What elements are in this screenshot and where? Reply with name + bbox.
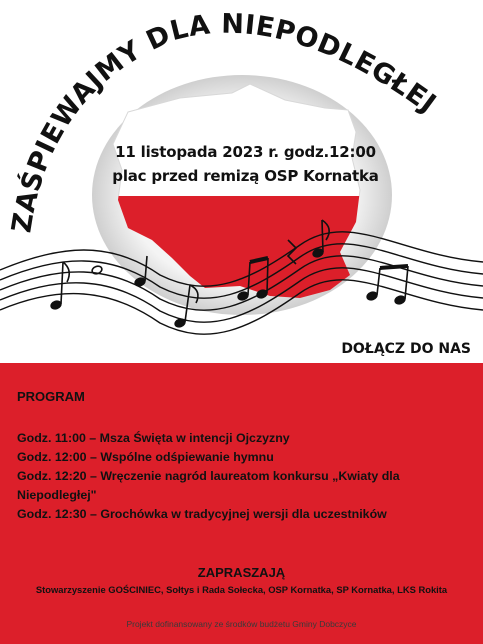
music-note-icon (174, 318, 186, 328)
program-title: PROGRAM (17, 389, 85, 404)
funding-note: Projekt dofinansowany ze środków budżetu Gminy Dobczyce (126, 619, 357, 629)
music-note-icon (394, 295, 406, 305)
event-date-time: 11 listopada 2023 r. godz.12:00 (115, 143, 376, 161)
organizers-list: Stowarzyszenie GOŚCINIEC, Sołtys i Rada Sołecka, OSP Kornatka, SP Kornatka, LKS Rokita (35, 584, 448, 595)
headline-text: ZAŚPIEWAJMY DLA NIEPODLEGŁEJ (6, 8, 442, 235)
join-us-label: DOŁĄCZ DO NAS (341, 341, 471, 357)
program-item: Godz. 12:30 – Grochówka w tradycyjnej wersji dla uczestników (17, 507, 387, 521)
music-note-icon (366, 291, 378, 301)
invite-title: ZAPRASZAJĄ (197, 565, 286, 580)
program-list (17, 429, 477, 524)
music-note-icon (50, 300, 62, 310)
event-place: plac przed remizą OSP Kornatka (112, 167, 379, 185)
program-item: Godz. 12:20 – Wręczenie nagród laureatom konkursu „Kwiaty dla Niepodległej" (17, 469, 400, 502)
program-item: Godz. 11:00 – Msza Święta w intencji Ojczyzny (17, 431, 290, 445)
program-item: Godz. 12:00 – Wspólne odśpiewanie hymnu (17, 450, 274, 464)
